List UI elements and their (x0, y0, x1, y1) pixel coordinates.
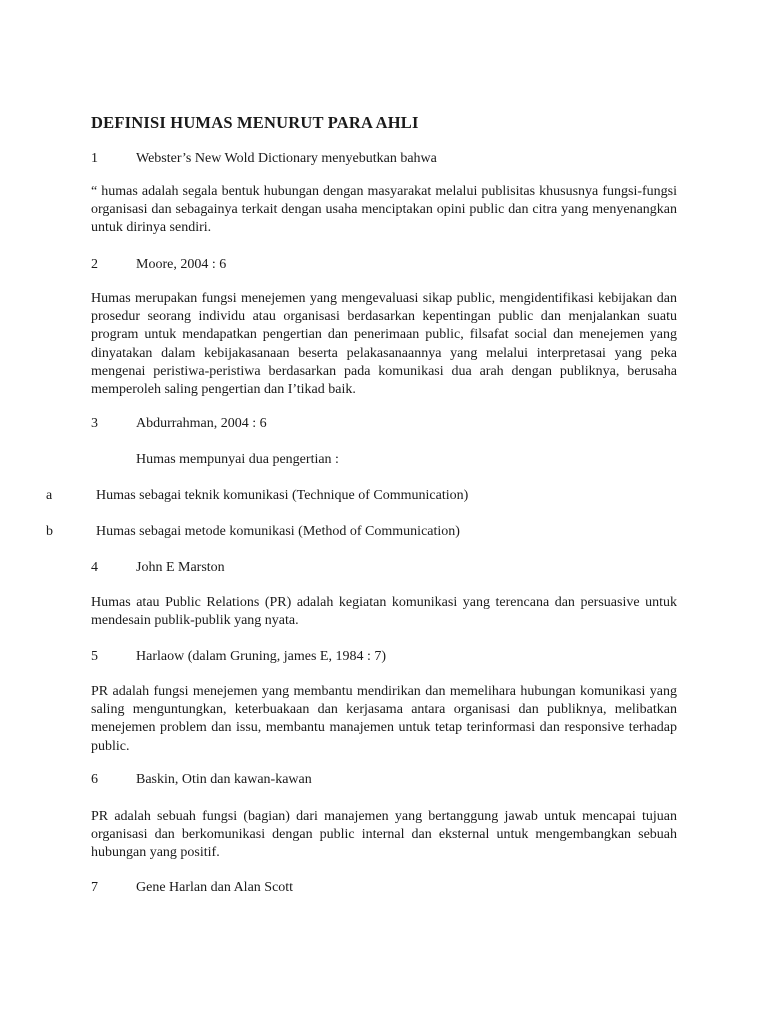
item-source: Gene Harlan dan Alan Scott (136, 880, 294, 895)
subitem-letter: b (46, 524, 53, 539)
item-paragraph: PR adalah sebuah fungsi (bagian) dari manajemen yang bertanggung jawab untuk mencapai tujuan organisasi dan berkomunikasi dengan public internal dan eksternal untuk mengembangkan sebuah hubungan yang positif. (91, 809, 677, 861)
subitem-text: Humas sebagai metode komunikasi (Method of Communication) (96, 524, 460, 539)
subitem-letter: a (46, 488, 53, 503)
item-number: 1 (91, 151, 98, 166)
item-source: Harlaow (dalam Gruning, james E, 1984 : 7) (136, 649, 386, 664)
item-source: Webster’s New Wold Dictionary menyebutkan bahwa (136, 151, 437, 166)
item-number: 6 (91, 772, 98, 787)
item-number: 3 (91, 416, 98, 431)
subitem-text: Humas sebagai teknik komunikasi (Technique of Communication) (96, 488, 469, 503)
item-paragraph: Humas atau Public Relations (PR) adalah kegiatan komunikasi yang terencana dan persuasive untuk mendesain publik-publik yang nyata. (91, 595, 677, 629)
item-number: 2 (91, 257, 98, 272)
item-number: 5 (91, 649, 98, 664)
item-number: 4 (91, 560, 98, 575)
item-source: Baskin, Otin dan kawan-kawan (136, 772, 312, 787)
item-paragraph: “ humas adalah segala bentuk hubungan dengan masyarakat melalui publisitas khususnya fungsi-fungsi organisasi dan sebagainya terkait dengan usaha menciptakan opini public dan citra yang menyenangkan untuk dirinya sendiri. (91, 184, 677, 236)
item-source: Abdurrahman, 2004 : 6 (136, 416, 267, 431)
page-title: DEFINISI HUMAS MENURUT PARA AHLI (91, 113, 419, 132)
item-source: Moore, 2004 : 6 (136, 257, 227, 272)
item-paragraph: PR adalah fungsi menejemen yang membantu mendirikan dan memelihara hubungan komunikasi yang saling menguntungkan, keterbuakaan dan kerjasama antara organisasi dan publiknya, melibatkan menejemen problem dan issu, membantu manajemen untuk tetap terinformasi dan responsive terhadap public. (91, 684, 677, 754)
item-intro: Humas mempunyai dua pengertian : (136, 452, 339, 467)
item-number: 7 (91, 880, 98, 895)
item-source: John E Marston (136, 560, 225, 575)
item-paragraph: Humas merupakan fungsi menejemen yang mengevaluasi sikap public, mengidentifikasi kebijakan dan prosedur seorang individu atau organisasi berdasarkan kepentingan public dan menjalankan suatu program untuk mendapatkan pengertian dan penerimaan public, filsafat social dan menejemen yang dinyatakan dalam kebijakasanaan beserta pelakasanaannya yang melalui interpretasai yang peka mengenai peristiwa-peristiwa berdasarkan pada komunikasi dua arah dengan publiknya, berusaha memperoleh saling pengertian dan I’tikad baik. (91, 291, 677, 398)
